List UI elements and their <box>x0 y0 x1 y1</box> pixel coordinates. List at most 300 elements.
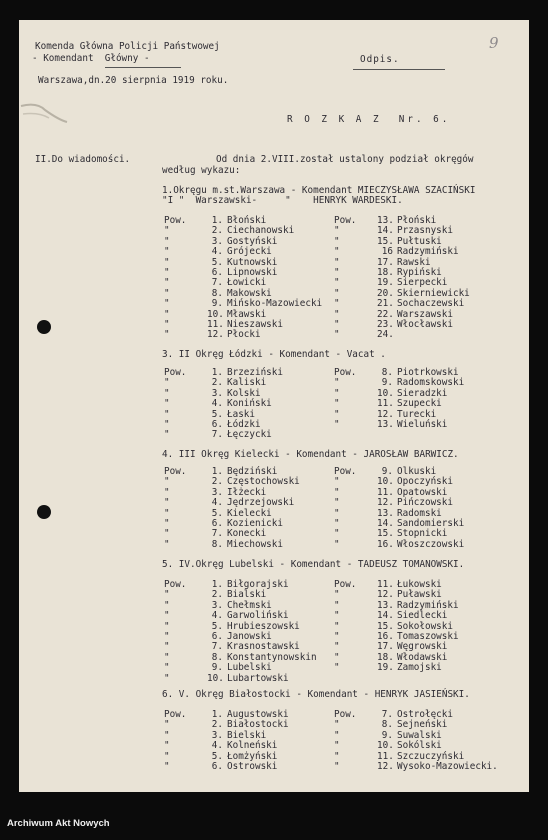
county-name: Sandomierski <box>397 517 465 529</box>
district-heading: 3. II Okręg Łódzki - Komendant - Vacat . <box>162 349 386 360</box>
punch-hole <box>37 320 51 334</box>
county-name: Kolneński <box>227 740 278 752</box>
county-prefix: " <box>334 476 340 488</box>
county-number: 5. <box>211 256 223 268</box>
county-prefix: Pow. <box>334 367 357 378</box>
county-number: 14. <box>377 517 394 529</box>
county-number: 8. <box>211 651 223 663</box>
county-name: Zamojski <box>397 662 442 674</box>
county-prefix: " <box>334 528 340 540</box>
county-name: Szczuczyński <box>397 750 465 762</box>
county-prefix: " <box>334 610 340 622</box>
county-number: 1. <box>211 709 223 720</box>
county-prefix: " <box>164 298 170 310</box>
county-number: 1. <box>211 367 223 378</box>
county-row <box>334 663 459 673</box>
county-name: Gostyński <box>227 235 278 247</box>
county-prefix: Pow. <box>164 709 187 720</box>
copy-label: Odpis. <box>360 54 400 65</box>
county-number: 4. <box>211 610 223 622</box>
county-name: Radomskowski <box>397 377 465 389</box>
county-prefix: " <box>164 387 170 399</box>
district-1-right-column <box>334 216 470 341</box>
county-name: Siedlecki <box>397 610 448 622</box>
archive-footer: Archiwum Akt Nowych <box>7 818 110 829</box>
county-name: Puławski <box>397 589 442 601</box>
county-number: 11. <box>207 318 224 330</box>
county-number: 9. <box>381 377 393 389</box>
county-row <box>164 674 317 684</box>
county-name: Pińczowski <box>397 497 453 509</box>
county-name: Łukowski <box>397 579 442 590</box>
county-prefix: " <box>164 476 170 488</box>
county-number: 3. <box>211 486 223 498</box>
county-prefix: Pow. <box>334 709 357 720</box>
county-number: 13. <box>377 507 394 519</box>
county-name: Olkuski <box>397 466 437 477</box>
county-name: Krasnostawski <box>227 641 300 653</box>
county-name: Ostrowski <box>227 760 278 772</box>
county-name: Łaski <box>227 408 255 420</box>
county-name: Piotrkowski <box>397 367 459 378</box>
intro-line-2: według wykazu: <box>162 165 241 176</box>
county-number: 13. <box>377 215 394 226</box>
county-row <box>164 540 300 550</box>
document-page <box>19 20 529 792</box>
county-number: 2. <box>211 719 223 731</box>
county-name: Częstochowski <box>227 476 300 488</box>
county-name: Sieradzki <box>397 387 448 399</box>
county-name: Kielecki <box>227 507 272 519</box>
county-number: 10. <box>207 672 224 684</box>
county-prefix: " <box>164 486 170 498</box>
district-2-right-column <box>334 368 464 430</box>
county-name: Przasnyski <box>397 225 453 237</box>
county-name: Pułtuski <box>397 235 442 247</box>
county-prefix: " <box>334 760 340 772</box>
county-number: 14. <box>377 225 394 237</box>
county-prefix: " <box>164 620 170 632</box>
county-number: 8. <box>381 719 393 731</box>
district-3-left-column <box>164 467 300 550</box>
county-number: 12. <box>377 408 394 420</box>
county-row <box>164 611 317 621</box>
district-5-right-column <box>334 710 498 772</box>
county-prefix: " <box>164 672 170 684</box>
county-prefix: " <box>334 651 340 663</box>
county-number: 6. <box>211 760 223 772</box>
county-name: Włoszczowski <box>397 538 465 550</box>
county-row <box>334 762 498 772</box>
county-prefix: " <box>334 719 340 731</box>
county-number: 10. <box>377 387 394 399</box>
county-number: 12. <box>377 760 394 772</box>
county-prefix: " <box>164 308 170 320</box>
county-row <box>334 420 464 430</box>
county-number: 2. <box>211 225 223 237</box>
county-prefix: " <box>164 729 170 741</box>
county-prefix: Pow. <box>334 215 357 226</box>
county-name: Radzymiński <box>397 246 459 258</box>
county-row <box>334 299 470 309</box>
county-prefix: " <box>164 266 170 278</box>
county-prefix: " <box>164 225 170 237</box>
county-number: 8. <box>211 538 223 550</box>
county-name: Kutnowski <box>227 256 278 268</box>
county-prefix: " <box>164 408 170 420</box>
county-number: 6. <box>211 266 223 278</box>
county-name: Mławski <box>227 308 267 320</box>
county-prefix: Pow. <box>334 579 357 590</box>
county-name: Bialski <box>227 589 267 601</box>
county-prefix: " <box>164 528 170 540</box>
county-row <box>164 378 283 388</box>
county-name: Kolski <box>227 387 261 399</box>
county-prefix: " <box>334 256 340 268</box>
county-name: Będziński <box>227 466 278 477</box>
county-prefix: " <box>334 225 340 237</box>
county-prefix: " <box>334 266 340 278</box>
place-date: Warszawa,dn.20 sierpnia 1919 roku. <box>38 75 229 86</box>
county-number: 20. <box>377 287 394 299</box>
county-number: 1. <box>211 466 223 477</box>
county-prefix: " <box>164 377 170 389</box>
county-name: Wieluński <box>397 418 448 430</box>
county-name: Hrubieszowski <box>227 620 300 632</box>
county-number: 16. <box>377 538 394 550</box>
county-number: 11. <box>377 750 394 762</box>
county-name: Jędrzejowski <box>227 497 295 509</box>
county-prefix: " <box>334 235 340 247</box>
county-name: Sokołowski <box>397 620 453 632</box>
county-prefix: " <box>164 497 170 509</box>
county-prefix: " <box>164 538 170 550</box>
county-number: 10. <box>377 476 394 488</box>
county-number: 1. <box>211 579 223 590</box>
county-number: 2. <box>211 589 223 601</box>
county-name: Łowicki <box>227 277 267 289</box>
county-name: Białostocki <box>227 719 289 731</box>
county-row <box>334 498 464 508</box>
county-prefix: " <box>334 729 340 741</box>
county-name: Węgrowski <box>397 641 448 653</box>
county-prefix: " <box>164 719 170 731</box>
county-prefix: " <box>164 630 170 642</box>
county-number: 15. <box>377 620 394 632</box>
county-name: Wysoko-Mazowiecki. <box>397 760 498 772</box>
county-prefix: " <box>164 641 170 653</box>
county-number: 12. <box>377 589 394 601</box>
district-heading: 1.Okręgu m.st.Warszawa - Komendant MIECZYSŁAWA SZACIŃSKI <box>162 185 476 196</box>
county-prefix: " <box>334 277 340 289</box>
county-prefix: " <box>164 589 170 601</box>
county-prefix: " <box>334 298 340 310</box>
county-prefix: " <box>164 610 170 622</box>
county-name: Janowski <box>227 630 272 642</box>
county-row <box>334 320 470 330</box>
county-prefix: " <box>164 750 170 762</box>
county-number: 21. <box>377 298 394 310</box>
county-name: Konecki <box>227 528 267 540</box>
county-name: Płocki <box>227 329 261 341</box>
county-prefix: " <box>164 599 170 611</box>
county-prefix: " <box>164 418 170 430</box>
county-prefix: " <box>164 760 170 772</box>
county-number: 3. <box>211 387 223 399</box>
county-name: Płoński <box>397 215 437 226</box>
county-name: Rypiński <box>397 266 442 278</box>
county-number: 17. <box>377 256 394 268</box>
county-prefix: " <box>334 387 340 399</box>
county-row <box>334 330 470 340</box>
county-number: 13. <box>377 418 394 430</box>
district-3-right-column <box>334 467 464 550</box>
county-name: Iłżecki <box>227 486 267 498</box>
county-prefix: " <box>334 740 340 752</box>
district-heading-2: "I " Warszawski- " HENRYK WARDESKI. <box>162 195 403 206</box>
county-name: Koniński <box>227 398 272 410</box>
county-number: 12. <box>377 497 394 509</box>
county-name: Kaliski <box>227 377 267 389</box>
county-number: 5. <box>211 620 223 632</box>
county-number: 11. <box>377 486 394 498</box>
county-number: 5. <box>211 408 223 420</box>
county-row <box>164 410 283 420</box>
county-prefix: " <box>334 750 340 762</box>
county-prefix: " <box>334 630 340 642</box>
county-name: Rawski <box>397 256 431 268</box>
county-name: Stopnicki <box>397 528 448 540</box>
county-prefix: " <box>164 429 170 441</box>
county-name: Tomaszowski <box>397 630 459 642</box>
county-prefix: " <box>334 599 340 611</box>
intro-line-1: Od dnia 2.VIII.został ustalony podział okręgów <box>216 154 474 165</box>
county-row <box>334 540 464 550</box>
county-prefix: " <box>334 620 340 632</box>
county-number: 13. <box>377 599 394 611</box>
county-number: 7. <box>211 277 223 289</box>
county-name: Lubelski <box>227 662 272 674</box>
section-label: II.Do wiadomości. <box>35 154 131 165</box>
county-prefix: " <box>334 486 340 498</box>
county-name: Włocławski <box>397 318 453 330</box>
county-prefix: " <box>334 641 340 653</box>
county-number: 7. <box>381 709 393 720</box>
district-heading: 6. V. Okręg Białostocki - Komendant - HENRYK JASIEŃSKI. <box>162 689 470 700</box>
county-number: 12. <box>207 329 224 341</box>
county-row <box>334 399 464 409</box>
county-name: Opoczyński <box>397 476 453 488</box>
county-name: Skierniewicki <box>397 287 470 299</box>
county-row <box>164 741 289 751</box>
copy-underline <box>353 69 445 70</box>
county-prefix: Pow. <box>334 466 357 477</box>
county-number: 3. <box>211 729 223 741</box>
county-row <box>164 399 283 409</box>
county-prefix: " <box>334 507 340 519</box>
county-name: Kozienicki <box>227 517 283 529</box>
county-prefix: " <box>164 651 170 663</box>
district-4-left-column <box>164 580 317 684</box>
county-row <box>164 663 317 673</box>
county-number: 4. <box>211 740 223 752</box>
county-row <box>334 741 498 751</box>
county-row <box>164 299 322 309</box>
county-prefix: " <box>164 398 170 410</box>
county-number: 16. <box>377 630 394 642</box>
county-number: 1. <box>211 215 223 226</box>
county-number: 6. <box>211 418 223 430</box>
county-prefix: " <box>164 740 170 752</box>
county-row <box>164 247 322 257</box>
county-number: 15. <box>377 528 394 540</box>
county-number: 11. <box>377 579 394 590</box>
district-1-left-column <box>164 216 322 341</box>
county-row <box>164 498 300 508</box>
county-prefix: Pow. <box>164 579 187 590</box>
county-prefix: " <box>334 538 340 550</box>
county-name: Opatowski <box>397 486 448 498</box>
county-number: 10. <box>377 740 394 752</box>
county-name: Bielski <box>227 729 267 741</box>
county-name: Mińsko-Mazowiecki <box>227 298 323 310</box>
county-number: 22. <box>377 308 394 320</box>
county-prefix: " <box>164 662 170 674</box>
county-number: 18. <box>377 651 394 663</box>
county-name: Konstantynowskin <box>227 651 317 663</box>
county-number: 19. <box>377 662 394 674</box>
county-name: Brzeziński <box>227 367 283 378</box>
district-4-right-column <box>334 580 459 674</box>
org-line-2: - Komendant Główny - <box>32 53 150 64</box>
county-number: 7. <box>211 429 223 441</box>
county-number: 18. <box>377 266 394 278</box>
county-name: Turecki <box>397 408 437 420</box>
county-number: 3. <box>211 235 223 247</box>
county-name: Sokólski <box>397 740 442 752</box>
county-prefix: " <box>334 398 340 410</box>
county-name: Sochaczewski <box>397 298 465 310</box>
county-number: 24. <box>377 329 394 341</box>
county-name: Suwalski <box>397 729 442 741</box>
county-name: Błoński <box>227 215 267 226</box>
county-row <box>164 762 289 772</box>
county-number: 17. <box>377 641 394 653</box>
county-prefix: " <box>334 246 340 258</box>
county-number: 15. <box>377 235 394 247</box>
county-number: 3. <box>211 599 223 611</box>
county-name: Radzymiński <box>397 599 459 611</box>
county-number: 4. <box>211 398 223 410</box>
county-prefix: " <box>164 235 170 247</box>
county-row <box>164 330 322 340</box>
county-number: 9. <box>211 662 223 674</box>
county-number: 2. <box>211 377 223 389</box>
county-name: Łódzki <box>227 418 261 430</box>
county-number: 8. <box>211 287 223 299</box>
county-row <box>334 611 459 621</box>
county-name: Warszawski <box>397 308 453 320</box>
county-prefix: " <box>164 277 170 289</box>
county-number: 4. <box>211 497 223 509</box>
paper-crease-icon <box>19 100 69 134</box>
district-5-left-column <box>164 710 289 772</box>
county-prefix: Pow. <box>164 367 187 378</box>
county-row <box>164 430 283 440</box>
county-prefix: " <box>164 507 170 519</box>
county-number: 6. <box>211 517 223 529</box>
county-prefix: " <box>334 408 340 420</box>
county-prefix: Pow. <box>164 215 187 226</box>
county-name: Łęczycki <box>227 429 272 441</box>
county-name: Garwoliński <box>227 610 289 622</box>
county-name: Ostrołęcki <box>397 709 453 720</box>
county-prefix: " <box>334 662 340 674</box>
county-number: 19. <box>377 277 394 289</box>
punch-hole <box>37 505 51 519</box>
county-number: 7. <box>211 641 223 653</box>
county-prefix: " <box>334 318 340 330</box>
county-prefix: " <box>334 418 340 430</box>
county-prefix: " <box>164 246 170 258</box>
county-number: 10. <box>207 308 224 320</box>
county-number: 23. <box>377 318 394 330</box>
county-name: Sejneński <box>397 719 448 731</box>
county-name: Makowski <box>227 287 272 299</box>
county-prefix: " <box>334 329 340 341</box>
county-name: Radomski <box>397 507 442 519</box>
county-number: 4. <box>211 246 223 258</box>
county-name: Włodawski <box>397 651 448 663</box>
county-name: Lipnowski <box>227 266 278 278</box>
order-title: R O Z K A Z Nr. 6. <box>287 114 451 125</box>
county-number: 8. <box>381 367 393 378</box>
county-name: Nieszawski <box>227 318 283 330</box>
county-number: 11. <box>377 398 394 410</box>
org-line-1: Komenda Główna Policji Państwowej <box>35 41 220 52</box>
county-name: Łomżyński <box>227 750 278 762</box>
county-prefix: " <box>164 517 170 529</box>
county-number: 9. <box>381 466 393 477</box>
county-number: 9. <box>381 729 393 741</box>
county-name: Sierpecki <box>397 277 448 289</box>
county-prefix: " <box>164 256 170 268</box>
county-number: 14. <box>377 610 394 622</box>
county-number: 7. <box>211 528 223 540</box>
county-prefix: " <box>334 287 340 299</box>
county-number: 9. <box>211 298 223 310</box>
underline <box>105 67 181 68</box>
county-number: 2. <box>211 476 223 488</box>
district-2-left-column <box>164 368 283 441</box>
county-number: 16 <box>381 246 393 258</box>
county-name: Miechowski <box>227 538 283 550</box>
county-prefix: " <box>334 377 340 389</box>
county-name: Chełmski <box>227 599 272 611</box>
county-name: Ciechanowski <box>227 225 295 237</box>
county-name: Augustowski <box>227 709 289 720</box>
county-prefix: " <box>334 308 340 320</box>
county-name: Biłgorajski <box>227 579 289 590</box>
county-prefix: " <box>164 287 170 299</box>
county-prefix: " <box>164 329 170 341</box>
county-prefix: " <box>164 318 170 330</box>
county-name: Grójecki <box>227 246 272 258</box>
county-name: Lubartowski <box>227 672 289 684</box>
district-heading: 5. IV.Okręg Lubelski - Komendant - TADEUSZ TOMANOWSKI. <box>162 559 465 570</box>
district-heading: 4. III Okręg Kielecki - Komendant - JAROSŁAW BARWICZ. <box>162 449 459 460</box>
pencil-page-number: 9 <box>489 34 499 52</box>
